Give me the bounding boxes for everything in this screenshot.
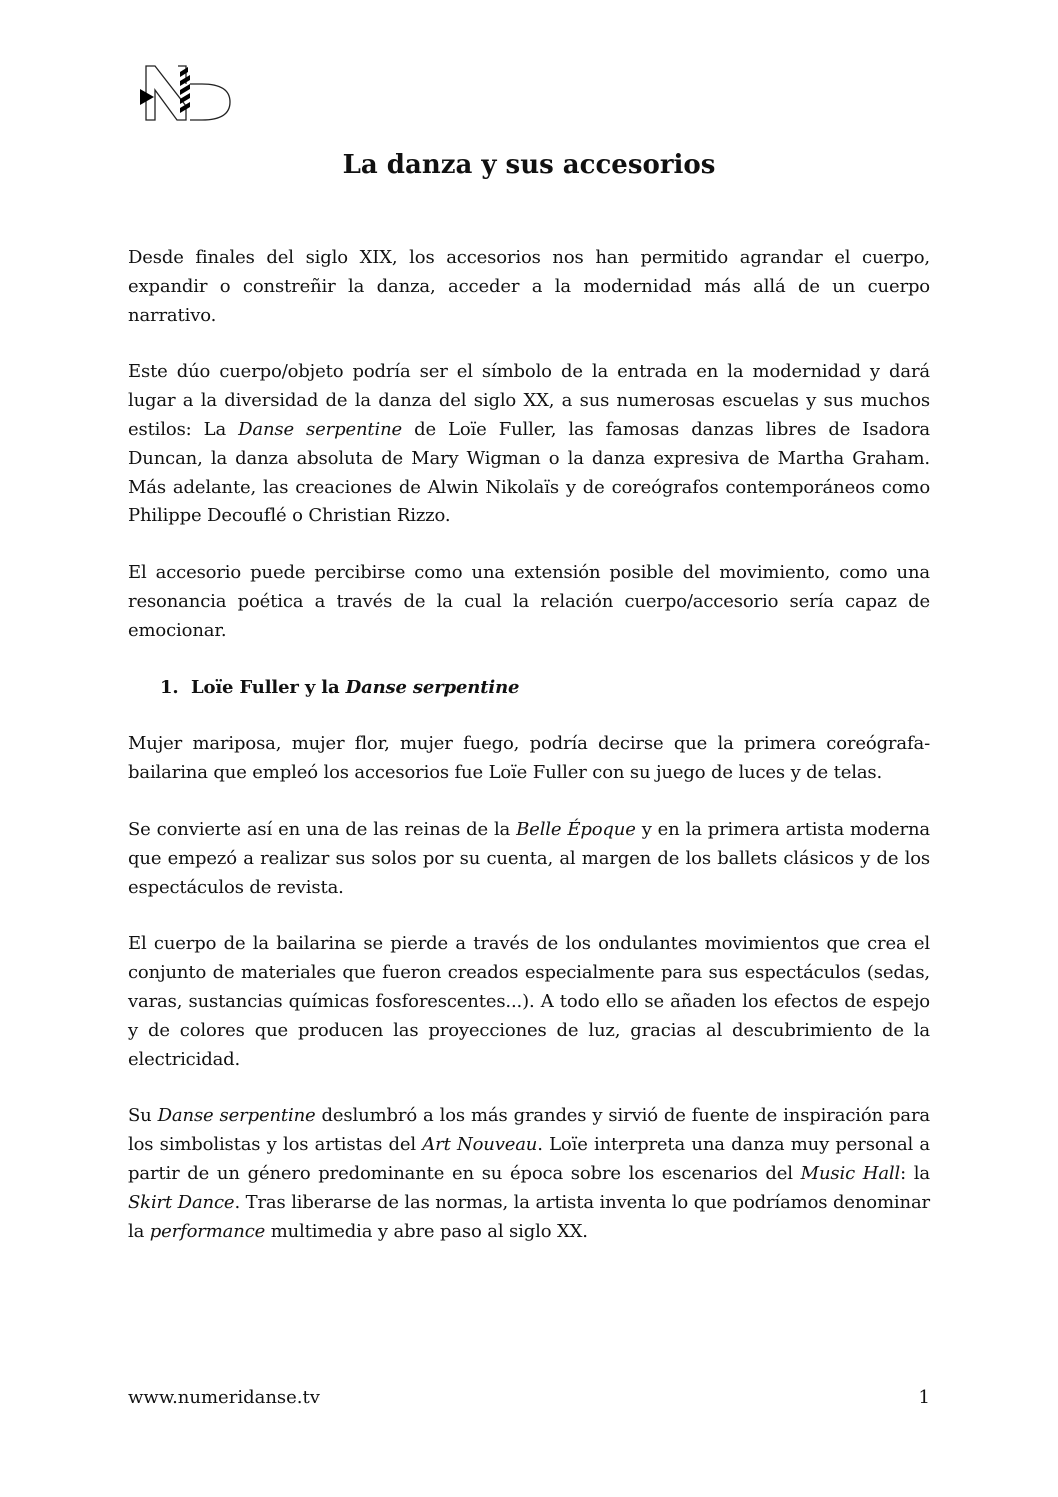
paragraph: Su Danse serpentine deslumbró a los más grandes y sirvió de fuente de inspiración para los simbolistas y los artistas del Art Nouveau. Loïe interpreta una danza muy personal a partir de un género predominante en su época sobre los escenarios del Music Hall: la Skirt Dance. Tras liberarse de las normas, la artista inventa lo que podríamos denominar la performance multimedia y abre paso al siglo XX. [128, 1105, 931, 1242]
italic-term: performance [149, 1220, 266, 1242]
section-number: 1. [160, 676, 179, 698]
paragraph: El cuerpo de la bailarina se pierde a través de los ondulantes movimientos que crea el conjunto de materiales que fueron creados especialmente para sus espectáculos (sedas, varas, sustancias químicas fosforescentes...). A todo ello se añaden los efectos de espejo y de colores que producen las proyecciones de luz, gracias al descubrimiento de la electricidad. [128, 933, 930, 1070]
italic-term: Art Nouveau [422, 1134, 538, 1156]
italic-term: Music Hall [800, 1162, 901, 1184]
paragraph: Este dúo cuerpo/objeto podría ser el símbolo de la entrada en la modernidad y dará lugar a la diversidad de la danza del siglo XX, a sus numerosas escuelas y sus muchos estilos: La Danse serpentine de Loïe Fuller, las famosas danzas libres de Isadora Duncan, la danza absoluta de Mary Wigman o la danza expresiva de Martha Graham. Más adelante, las creaciones de Alwin Nikolaïs y de coreógrafos contemporáneos como Philippe Decouflé o Christian Rizzo. [128, 361, 931, 527]
italic-term: Belle Époque [516, 818, 636, 840]
numeridanse-logo [140, 64, 232, 122]
document-body [128, 244, 930, 1274]
page-number: 1 [918, 1387, 930, 1408]
paragraph: Se convierte así en una de las reinas de la Belle Époque y en la primera artista moderna que empezó a realizar sus solos por su cuenta, al margen de los ballets clásicos y de los espectáculos de revista. [128, 818, 930, 898]
italic-term: Danse serpentine [157, 1105, 316, 1127]
section-heading [128, 674, 930, 703]
document-title: La danza y sus accesorios [342, 150, 716, 180]
paragraph: Mujer mariposa, mujer flor, mujer fuego, podría decirse que la primera coreógrafa-bailarina que empleó los accesorios fue Loïe Fuller con su juego de luces y de telas. [128, 733, 930, 784]
paragraph: Desde finales del siglo XIX, los accesorios nos han permitido agrandar el cuerpo, expandir o constreñir la danza, acceder a la modernidad más allá de un cuerpo narrativo. [128, 247, 930, 326]
paragraph: El accesorio puede percibirse como una extensión posible del movimiento, como una resonancia poética a través de la cual la relación cuerpo/accesorio sería capaz de emocionar. [128, 562, 930, 641]
italic-term: Skirt Dance [128, 1191, 235, 1213]
footer-url[interactable]: www.numeridanse.tv [128, 1387, 320, 1408]
section-heading-italic: Danse serpentine [345, 676, 520, 698]
italic-term: Danse serpentine [238, 418, 403, 440]
section-heading-lead: Loïe Fuller y la [191, 676, 340, 698]
